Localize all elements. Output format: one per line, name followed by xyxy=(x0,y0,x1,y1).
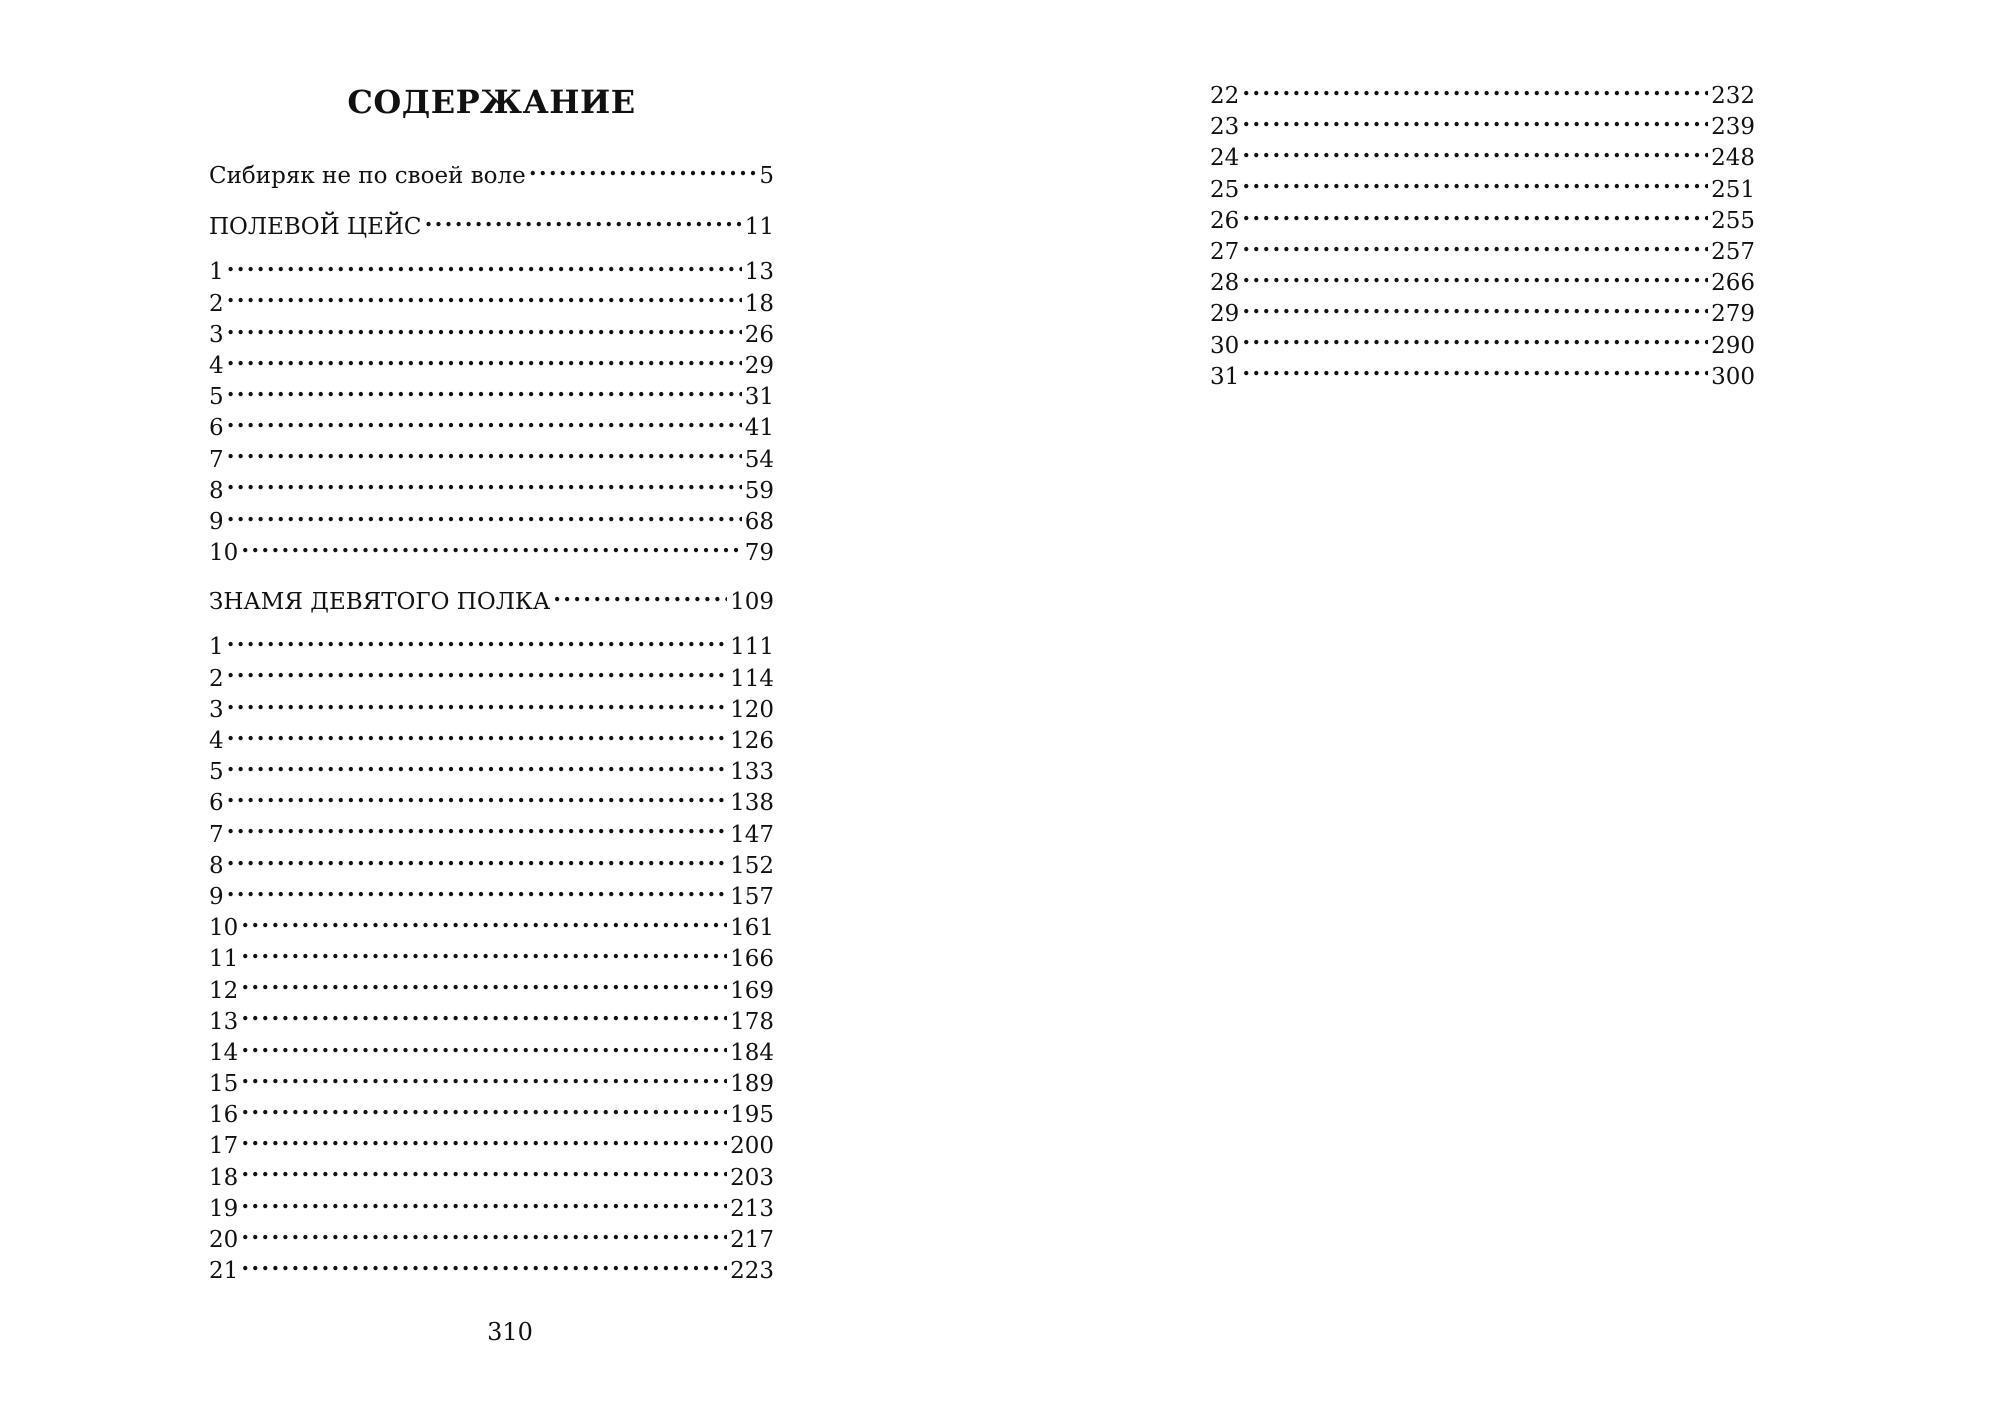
toc-chapter-entry xyxy=(1210,80,1755,111)
toc-chapter-entry xyxy=(209,1193,774,1224)
toc-chapter-page: 54 xyxy=(744,446,774,473)
toc-chapter-entry xyxy=(1210,267,1755,298)
dot-leader xyxy=(1242,267,1708,290)
toc-chapter-number: 31 xyxy=(1210,363,1240,390)
dot-leader xyxy=(227,725,727,748)
toc-chapter-number: 5 xyxy=(209,384,224,411)
toc-chapter-number: 21 xyxy=(209,1258,239,1285)
toc-chapter-entry xyxy=(209,725,774,756)
dot-leader xyxy=(227,631,727,654)
toc-chapter-list-continued xyxy=(1210,80,1755,392)
toc-chapter-number: 10 xyxy=(209,915,239,942)
dot-leader xyxy=(241,1193,727,1216)
contents-title: СОДЕРЖАНИЕ xyxy=(347,83,636,121)
toc-chapter-entry xyxy=(209,694,774,725)
dot-leader xyxy=(241,1006,727,1029)
toc-chapter-number: 7 xyxy=(209,821,224,848)
toc-chapter-page: 68 xyxy=(744,508,774,535)
toc-chapter-entry xyxy=(209,381,774,412)
toc-chapter-number: 9 xyxy=(209,883,224,910)
toc-chapter-number: 25 xyxy=(1210,176,1240,203)
toc-chapter-entry xyxy=(209,850,774,881)
toc-chapter-page: 157 xyxy=(730,883,774,910)
toc-chapter-entry xyxy=(209,819,774,850)
toc-chapter-entry xyxy=(209,912,774,943)
toc-chapter-page: 138 xyxy=(730,790,774,817)
toc-chapter-entry xyxy=(209,1068,774,1099)
toc-chapter-entry xyxy=(1210,142,1755,173)
toc-chapter-page: 255 xyxy=(1711,207,1755,234)
toc-chapter-page: 41 xyxy=(744,415,774,442)
toc-chapter-entry xyxy=(209,506,774,537)
right-page xyxy=(1210,80,1755,392)
toc-chapter-entry xyxy=(1210,174,1755,205)
toc-chapter-number: 29 xyxy=(1210,301,1240,328)
toc-chapter-number: 14 xyxy=(209,1039,239,1066)
toc-chapter-number: 23 xyxy=(1210,114,1240,141)
dot-leader xyxy=(1242,361,1708,384)
toc-chapter-number: 15 xyxy=(209,1071,239,1098)
toc-chapter-page: 189 xyxy=(730,1071,774,1098)
toc-chapter-number: 12 xyxy=(209,977,239,1004)
toc-chapter-entry xyxy=(209,475,774,506)
dot-leader xyxy=(227,444,742,467)
dot-leader xyxy=(227,663,727,686)
toc-chapter-number: 19 xyxy=(209,1195,239,1222)
page-number: 310 xyxy=(487,1318,533,1346)
dot-leader xyxy=(241,1099,727,1122)
dot-leader xyxy=(241,1255,727,1278)
toc-chapter-page: 257 xyxy=(1711,238,1755,265)
dot-leader xyxy=(1242,205,1708,228)
dot-leader xyxy=(227,319,742,342)
toc-part-page: 11 xyxy=(744,214,774,241)
dot-leader xyxy=(227,350,742,373)
toc-chapter-entry xyxy=(209,1162,774,1193)
toc-chapter-entry xyxy=(209,975,774,1006)
dot-leader xyxy=(227,256,742,279)
toc-chapter-entry xyxy=(1210,205,1755,236)
toc-chapter-entry xyxy=(209,319,774,350)
toc-chapter-page: 223 xyxy=(730,1258,774,1285)
toc-chapter-number: 22 xyxy=(1210,83,1240,109)
dot-leader xyxy=(241,1068,727,1091)
toc-chapter-number: 1 xyxy=(209,634,224,661)
toc-chapter-number: 2 xyxy=(209,665,224,692)
dot-leader xyxy=(241,537,741,560)
toc-chapter-page: 29 xyxy=(744,352,774,379)
dot-leader xyxy=(227,756,727,779)
toc-chapter-entry xyxy=(209,1130,774,1161)
toc-chapter-entry xyxy=(209,350,774,381)
toc-chapter-entry xyxy=(209,943,774,974)
dot-leader xyxy=(227,288,742,311)
toc-chapter-page: 248 xyxy=(1711,145,1755,172)
toc-chapter-number: 27 xyxy=(1210,238,1240,265)
toc-part-label: ЗНАМЯ ДЕВЯТОГО ПОЛКА xyxy=(209,589,551,616)
toc-chapter-number: 30 xyxy=(1210,332,1240,359)
toc-chapter-page: 18 xyxy=(744,290,774,317)
toc-chapter-number: 8 xyxy=(209,477,224,504)
dot-leader xyxy=(241,912,727,935)
toc-chapter-number: 9 xyxy=(209,508,224,535)
toc-part-page: 109 xyxy=(730,589,774,616)
toc-chapter-number: 3 xyxy=(209,321,224,348)
toc-chapter-number: 13 xyxy=(209,1008,239,1035)
dot-leader xyxy=(227,506,742,529)
toc-chapter-entry xyxy=(209,412,774,443)
toc-chapter-page: 126 xyxy=(730,728,774,754)
dot-leader xyxy=(227,881,727,904)
dot-leader xyxy=(1242,80,1708,103)
toc-chapter-number: 4 xyxy=(209,728,224,754)
toc-chapter-page: 251 xyxy=(1711,176,1755,203)
dot-leader xyxy=(241,943,727,966)
toc-chapter-number: 2 xyxy=(209,290,224,317)
toc-chapter-number: 6 xyxy=(209,790,224,817)
toc-chapter-number: 1 xyxy=(209,259,224,286)
toc-chapter-number: 18 xyxy=(209,1164,239,1191)
toc-chapter-number: 6 xyxy=(209,415,224,442)
toc-chapter-number: 28 xyxy=(1210,270,1240,297)
toc-entry-label: Сибиряк не по своей воле xyxy=(209,163,526,189)
dot-leader xyxy=(1242,330,1708,353)
toc-chapter-page: 114 xyxy=(730,665,774,692)
toc-chapter-number: 26 xyxy=(1210,207,1240,234)
toc-chapter-page: 152 xyxy=(730,852,774,879)
dot-leader xyxy=(227,694,727,717)
toc-chapter-entry xyxy=(209,631,774,662)
toc-chapter-page: 266 xyxy=(1711,270,1755,297)
toc-chapter-entry xyxy=(1210,236,1755,267)
toc-chapter-entry xyxy=(209,881,774,912)
toc-chapter-entry xyxy=(209,288,774,319)
dot-leader xyxy=(227,787,727,810)
toc-chapter-page: 133 xyxy=(730,759,774,786)
dot-leader xyxy=(227,381,742,404)
left-page xyxy=(209,78,774,1286)
toc-chapter-number: 3 xyxy=(209,696,224,723)
dot-leader xyxy=(227,819,727,842)
toc-chapter-page: 290 xyxy=(1711,332,1755,359)
toc-chapter-page: 31 xyxy=(744,384,774,411)
dot-leader xyxy=(227,475,742,498)
toc-chapter-entry xyxy=(209,1037,774,1068)
toc-chapter-page: 279 xyxy=(1711,301,1755,328)
toc-chapter-page: 217 xyxy=(730,1227,774,1253)
toc-chapter-page: 213 xyxy=(730,1195,774,1222)
dot-leader xyxy=(227,850,727,873)
toc-chapter-list-part-1 xyxy=(209,256,774,568)
toc-chapter-entry xyxy=(1210,330,1755,361)
toc-chapter-page: 161 xyxy=(730,915,774,942)
dot-leader xyxy=(241,975,727,998)
toc-chapter-entry xyxy=(209,537,774,568)
toc-chapter-entry xyxy=(1210,361,1755,392)
toc-chapter-page: 200 xyxy=(730,1133,774,1160)
toc-chapter-number: 20 xyxy=(209,1227,239,1253)
dot-leader xyxy=(1242,174,1708,197)
toc-part-heading-2 xyxy=(209,586,774,617)
toc-chapter-number: 11 xyxy=(209,946,239,973)
toc-chapter-entry xyxy=(209,1224,774,1255)
toc-chapter-entry xyxy=(209,1006,774,1037)
toc-chapter-page: 232 xyxy=(1711,83,1755,109)
toc-chapter-page: 203 xyxy=(730,1164,774,1191)
toc-chapter-entry xyxy=(1210,298,1755,329)
toc-chapter-number: 17 xyxy=(209,1133,239,1160)
dot-leader xyxy=(425,211,742,234)
toc-chapter-entry xyxy=(209,256,774,287)
toc-chapter-number: 16 xyxy=(209,1102,239,1129)
dot-leader xyxy=(529,160,757,183)
toc-chapter-entry xyxy=(209,1255,774,1286)
dot-leader xyxy=(241,1224,727,1247)
toc-chapter-page: 166 xyxy=(730,946,774,973)
toc-chapter-number: 4 xyxy=(209,352,224,379)
toc-entry-intro xyxy=(209,160,774,191)
dot-leader xyxy=(553,586,727,609)
toc-chapter-page: 111 xyxy=(730,634,774,661)
toc-part-label: ПОЛЕВОЙ ЦЕЙС xyxy=(209,214,422,241)
toc-chapter-page: 147 xyxy=(730,821,774,848)
toc-chapter-page: 120 xyxy=(730,696,774,723)
dot-leader xyxy=(241,1162,727,1185)
toc-chapter-number: 24 xyxy=(1210,145,1240,172)
toc-chapter-entry xyxy=(209,1099,774,1130)
toc-part-heading-1 xyxy=(209,211,774,242)
dot-leader xyxy=(1242,236,1708,259)
toc-chapter-page: 178 xyxy=(730,1008,774,1035)
toc-chapter-entry xyxy=(1210,111,1755,142)
dot-leader xyxy=(1242,298,1708,321)
toc-chapter-page: 13 xyxy=(744,259,774,286)
toc-chapter-number: 8 xyxy=(209,852,224,879)
toc-chapter-number: 7 xyxy=(209,446,224,473)
toc-chapter-entry xyxy=(209,663,774,694)
toc-chapter-page: 79 xyxy=(744,540,774,567)
toc-chapter-page: 300 xyxy=(1711,363,1755,390)
toc-chapter-page: 169 xyxy=(730,977,774,1004)
dot-leader xyxy=(241,1037,727,1060)
toc-chapter-entry xyxy=(209,787,774,818)
toc-chapter-number: 5 xyxy=(209,759,224,786)
toc-chapter-page: 184 xyxy=(730,1039,774,1066)
toc-chapter-page: 195 xyxy=(730,1102,774,1129)
toc-chapter-entry xyxy=(209,444,774,475)
dot-leader xyxy=(241,1130,727,1153)
toc-chapter-number: 10 xyxy=(209,540,239,567)
dot-leader xyxy=(1242,111,1708,134)
dot-leader xyxy=(1242,142,1708,165)
dot-leader xyxy=(227,412,742,435)
toc-entry-page: 5 xyxy=(759,163,774,189)
toc-chapter-list-part-2 xyxy=(209,631,774,1286)
toc-chapter-page: 26 xyxy=(744,321,774,348)
toc-chapter-page: 239 xyxy=(1711,114,1755,141)
toc-chapter-entry xyxy=(209,756,774,787)
toc-chapter-page: 59 xyxy=(744,477,774,504)
